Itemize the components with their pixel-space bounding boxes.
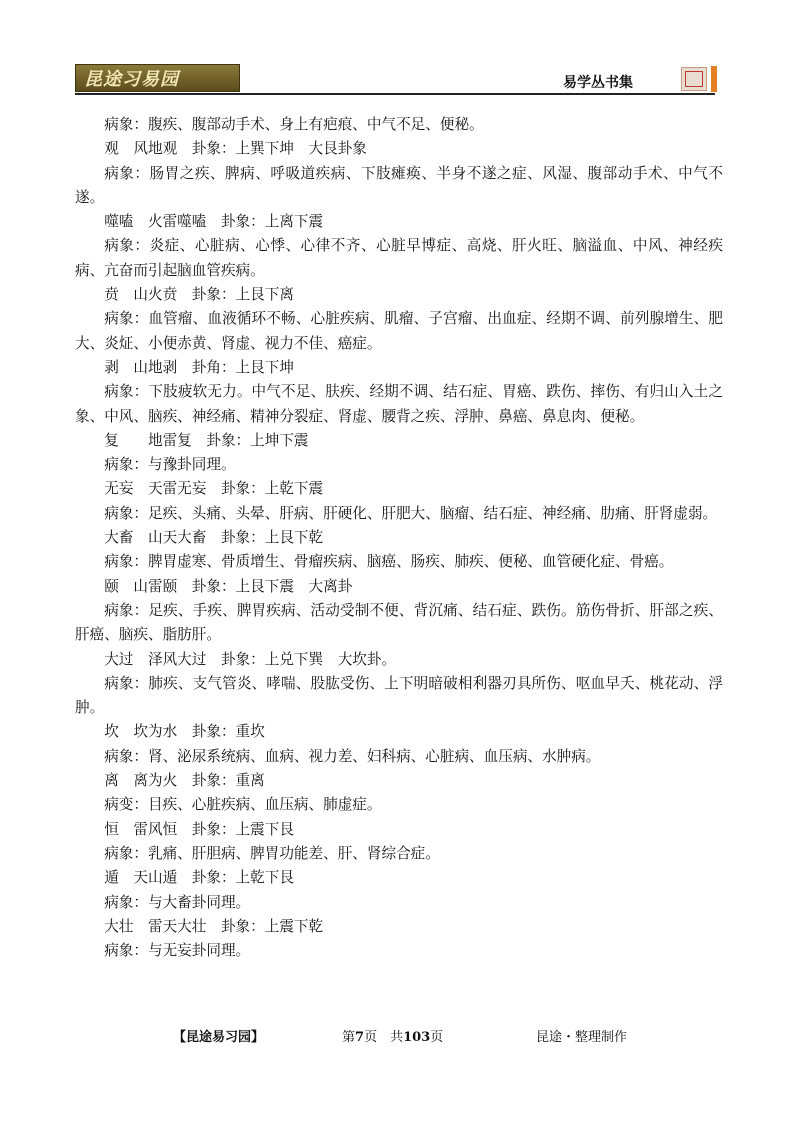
paragraph: 病象：足疾、头痛、头晕、肝病、肝硬化、肝肥大、脑瘤、结石症、神经痛、肋痛、肝肾虚弱。 <box>104 504 718 522</box>
page-suffix: 页 <box>430 1030 444 1045</box>
paragraph: 颐 山雷颐 卦象：上艮下震 大离卦 <box>104 577 353 595</box>
paragraph: 剥 山地剥 卦角：上艮下坤 <box>104 358 294 376</box>
page-prefix: 第 <box>342 1030 356 1045</box>
header-divider <box>75 93 715 95</box>
paragraph: 病象：与大畜卦同理。 <box>104 893 251 911</box>
paragraph: 病象：乳痛、肝胆病、脾胃功能差、肝、肾综合症。 <box>104 844 440 862</box>
paragraph: 离 离为火 卦象：重离 <box>104 772 265 790</box>
paragraph: 病象：腹疾、腹部动手术、身上有疤痕、中气不足、便秘。 <box>104 116 484 133</box>
paragraph: 观 风地观 卦象：上巽下坤 大艮卦象 <box>104 140 367 158</box>
paragraph: 病象：肾、泌尿系统病、血病、视力差、妇科病、心脏病、血压病、水肿病。 <box>104 747 601 765</box>
paragraph: 病象：下肢疲软无力。中气不足、肤疾、经期不调、结石症、胃癌、跌伤、摔伤、有归山入土之象、中风、脑疾、神经痛、精神分裂症、肾虚、腰背之疾、浮肿、鼻癌、鼻息肉、便秘。 <box>75 383 723 425</box>
logo-text: 昆途习易园 <box>84 69 179 89</box>
paragraph: 大壮 雷天大壮 卦象：上震下乾 <box>104 917 324 935</box>
footer-credit: 昆途・整理制作 <box>536 1030 628 1045</box>
paragraph: 贲 山火贲 卦象：上艮下离 <box>104 286 294 304</box>
page-footer <box>0 1026 794 1046</box>
site-logo <box>75 64 240 92</box>
document-body <box>75 113 723 963</box>
paragraph: 病象：血管瘤、血液循环不畅、心脏疾病、肌瘤、子宫瘤、出血症、经期不调、前列腺增生、肥大、炎炡、小便赤黄、肾虚、视力不佳、癌症。 <box>75 310 723 352</box>
page-indicator <box>342 1026 443 1045</box>
paragraph: 坎 坎为水 卦象：重坎 <box>104 723 265 741</box>
paragraph: 病象：肠胃之疾、脾病、呼吸道疾病、下肢瘫痪、半身不遂之症、风湿、腹部动手术、中气不遂。 <box>75 164 723 206</box>
series-title: 易学丛书集 <box>563 75 633 91</box>
footer-source: 【昆途易习园】 <box>173 1030 265 1045</box>
paragraph: 复 地雷复 卦象：上坤下震 <box>104 431 309 449</box>
paragraph: 病象：与豫卦同理。 <box>104 456 236 474</box>
paragraph: 病象：脾胃虚寒、骨质增生、骨瘤疾病、脑癌、肠疾、肺疾、便秘、血管硬化症、骨癌。 <box>104 553 674 571</box>
paragraph: 恒 雷风恒 卦象：上震下艮 <box>104 820 294 838</box>
paragraph: 病象：足疾、手疾、脾胃疾病、活动受制不便、背沉痛、结石症、跌伤。筋伤骨折、肝部之疾、肝癌、脑疾、脂肪肝。 <box>75 601 723 644</box>
paragraph: 噬嗑 火雷噬嗑 卦象：上离下震 <box>104 213 324 231</box>
paragraph: 大过 泽风大过 卦象：上兑下巽 大坎卦。 <box>104 650 397 668</box>
page-mid: 页 共 <box>364 1030 404 1045</box>
paragraph: 病象：炎症、心脏病、心悸、心律不齐、心脏早博症、高烧、肝火旺、脑溢血、中风、神经疾病、亢奋而引起脑血管疾病。 <box>75 237 723 279</box>
paragraph: 病象：与无妄卦同理。 <box>104 942 251 960</box>
paragraph: 病变：目疾、心脏疾病、血压病、肺虚症。 <box>104 796 382 814</box>
total-pages: 103 <box>403 1030 431 1045</box>
seal-icon <box>681 67 707 91</box>
accent-bar <box>711 66 717 92</box>
paragraph: 遁 天山遁 卦象：上乾下艮 <box>104 869 294 887</box>
paragraph: 无妄 天雷无妄 卦象：上乾下震 <box>104 480 324 498</box>
page-number: 7 <box>355 1030 365 1045</box>
paragraph: 病象：肺疾、支气管炎、哮喘、股肱受伤、上下明暗破相利器刃具所伤、呕血早夭、桃花动、浮肿。 <box>75 674 723 717</box>
paragraph: 大畜 山天大畜 卦象：上艮下乾 <box>104 529 324 547</box>
page-header <box>75 64 722 94</box>
